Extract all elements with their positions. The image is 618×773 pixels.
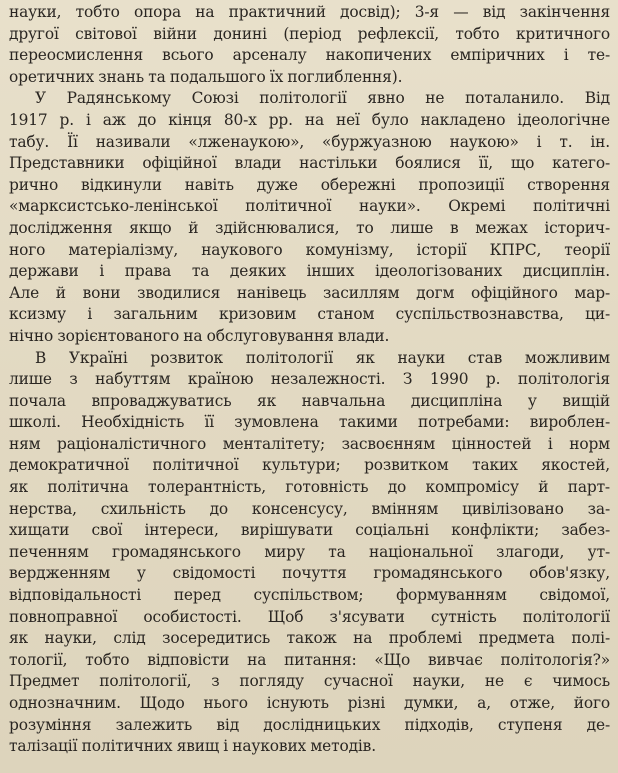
text-line: «марксистсько-ленінської політичної науки». Окремі політичні — [9, 197, 610, 216]
text-line: відповідальності перед суспільством; формуванням свідомої, — [9, 586, 610, 605]
text-line: Предмет політології, з погляду сучасної науки, не є чимось — [9, 672, 610, 691]
text-line: табу. Її називали «лженаукою», «буржуазною наукою» і т. ін. — [9, 132, 610, 151]
text-line: демократичної політичної культури; розвитком таких якостей, — [9, 456, 610, 475]
text-line: хищати свої інтереси, вирішувати соціальні конфлікти; забез- — [9, 521, 610, 540]
text-line: держави і права та деяких інших ідеологізованих дисциплін. — [9, 262, 610, 281]
text-line: вердженням у свідомості почуття громадянського обов'язку, — [9, 564, 610, 583]
text-line: ням раціоналістичного менталітету; засвоєнням цінностей і норм — [9, 434, 610, 453]
text-line: розуміння залежить від дослідницьких підходів, ступеня де- — [9, 715, 610, 734]
text-line: ксизму і загальним кризовим станом суспільствознавства, ци- — [9, 305, 610, 324]
paragraph-periodization-end — [9, 2, 610, 88]
text-line: як науки, слід зосередитись також на проблемі предмета полі- — [9, 629, 610, 648]
text-line: нічно зорієнтованого на обслуговування влади. — [9, 326, 390, 345]
text-line: другої світової війни донині (період рефлексії, тобто критичного — [9, 24, 610, 43]
text-line: 1917 р. і аж до кінця 80-х рр. на неї було накладено ідеологічне — [9, 110, 610, 129]
text-line: науки, тобто опора на практичний досвід); 3-я — від закінчення — [9, 3, 610, 21]
text-line: як політична толерантність, готовність до компромісу й парт- — [9, 478, 610, 497]
text-line: школі. Необхідність її зумовлена такими потребами: вироблен- — [9, 413, 610, 432]
text-line: повноправної особистості. Щоб з'ясувати сутність політології — [9, 607, 610, 626]
text-line: нерства, схильність до консенсусу, вмінням цивілізовано за- — [9, 499, 610, 518]
paragraph-soviet-union — [9, 88, 610, 347]
text-line: почала впроваджуватись як навчальна дисципліна у вищій — [9, 391, 610, 410]
paragraph-ukraine — [9, 348, 610, 758]
text-line: лише з набуттям країною незалежності. З 1990 р. політологія — [9, 370, 610, 389]
text-line: Але й вони зводилися нанівець засиллям догм офіційного мар- — [9, 283, 610, 302]
text-line: однозначним. Щодо нього існують різні думки, а, отже, його — [9, 694, 610, 712]
text-line: талізації політичних явищ і наукових методів. — [9, 737, 376, 756]
text-line: В Україні розвиток політології як науки став можливим — [35, 348, 610, 367]
text-line: печенням громадянського миру та національної злагоди, ут- — [9, 542, 610, 561]
text-line: дослідження якщо й здійснювалися, то лише в межах історич- — [9, 218, 610, 237]
text-line: Представники офіційної влади настільки боялися її, що катего- — [9, 154, 610, 173]
text-line: оретичних знань та подальшого їх поглиблення). — [9, 67, 403, 86]
text-line: У Радянському Союзі політології явно не поталанило. Від — [35, 89, 610, 108]
text-line: рично відкинули навіть дуже обережні пропозиції створення — [9, 175, 610, 194]
text-line: ного матеріалізму, наукового комунізму, історії КПРС, теорії — [9, 240, 610, 259]
text-line: тології, тобто відповісти на питання: «Що вивчає політологія?» — [9, 650, 610, 669]
text-line: переосмислення всього арсеналу накопичених емпіричних і те- — [9, 46, 610, 65]
